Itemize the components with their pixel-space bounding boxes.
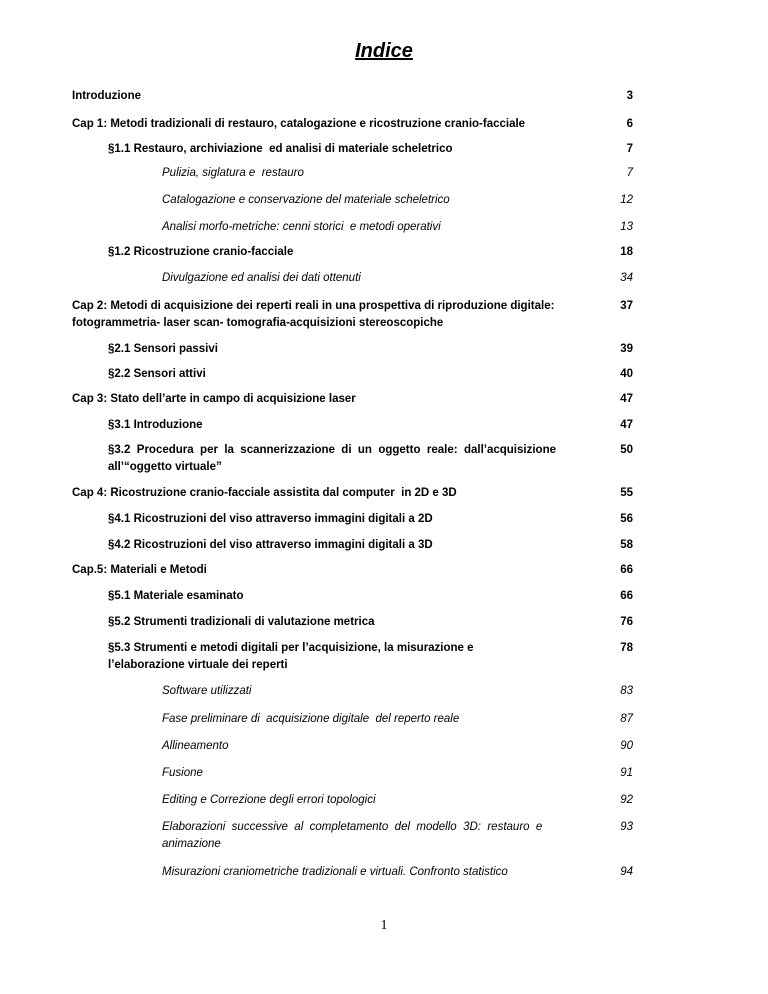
- toc-entry-page: 76: [620, 616, 633, 628]
- toc-entry-text: Pulizia, siglatura e restauro: [162, 167, 304, 179]
- toc-entry-text: §3.1 Introduzione: [108, 419, 203, 431]
- toc-entry-page: 66: [620, 590, 633, 602]
- toc-entry-page: 7: [626, 167, 633, 179]
- toc-entry-page: 39: [620, 343, 633, 355]
- page-number: 1: [380, 918, 388, 933]
- toc-entry-page: 55: [620, 487, 633, 499]
- toc-entry-page: 47: [620, 419, 633, 431]
- toc-entry-text: §4.2 Ricostruzioni del viso attraverso immagini digitali a 3D: [108, 539, 433, 551]
- toc-entry-text-continued: l’elaborazione virtuale dei reperti: [108, 659, 288, 671]
- toc-entry-text: Catalogazione e conservazione del materiale scheletrico: [162, 194, 450, 206]
- toc-entry-text: Fusione: [162, 767, 203, 779]
- toc-entry-page: 6: [626, 118, 633, 130]
- toc-entry-page: 92: [620, 794, 633, 806]
- toc-entry-page: 83: [620, 685, 633, 697]
- toc-entry-page: 12: [620, 194, 633, 206]
- toc-entry-text: Cap.5: Materiali e Metodi: [72, 564, 207, 576]
- toc-entry-page: 66: [620, 564, 633, 576]
- toc-entry-text: §2.2 Sensori attivi: [108, 368, 206, 380]
- toc-entry-page: 13: [620, 221, 633, 233]
- toc-entry-page: 93: [620, 821, 633, 833]
- toc-entry-page: 3: [626, 90, 633, 102]
- toc-entry-page: 40: [620, 368, 633, 380]
- toc-entry-page: 87: [620, 713, 633, 725]
- toc-entry-page: 90: [620, 740, 633, 752]
- toc-entry-text: Fase preliminare di acquisizione digitale del reperto reale: [162, 713, 460, 725]
- toc-entry-page: 37: [620, 300, 633, 312]
- toc-entry-text: Cap 1: Metodi tradizionali di restauro, catalogazione e ricostruzione cranio-facciale: [72, 118, 526, 130]
- toc-entry-page: 18: [620, 246, 633, 258]
- toc-entry-page: 7: [626, 143, 633, 155]
- toc-entry-page: 58: [620, 539, 633, 551]
- toc-entry-text: Cap 4: Ricostruzione cranio-facciale assistita dal computer in 2D e 3D: [72, 487, 457, 499]
- toc-entry-text: §1.1 Restauro, archiviazione ed analisi di materiale scheletrico: [108, 143, 453, 155]
- toc-entry-text: Divulgazione ed analisi dei dati ottenuti: [162, 272, 361, 284]
- toc-entry-page: 47: [620, 393, 633, 405]
- toc-entry-text-continued: animazione: [162, 838, 221, 850]
- toc-entry-text: §2.1 Sensori passivi: [108, 343, 218, 355]
- toc-entry-text: Analisi morfo-metriche: cenni storici e metodi operativi: [162, 221, 441, 233]
- toc-entry-page: 78: [620, 642, 633, 654]
- toc-entry-text: Software utilizzati: [162, 685, 252, 697]
- toc-entry-text: Introduzione: [72, 90, 141, 102]
- toc-entry-text: Misurazioni craniometriche tradizionali e virtuali. Confronto statistico: [162, 866, 508, 878]
- toc-entry-text: §5.2 Strumenti tradizionali di valutazione metrica: [108, 616, 375, 628]
- toc-entry-text: §4.1 Ricostruzioni del viso attraverso immagini digitali a 2D: [108, 513, 433, 525]
- toc-entry-page: 34: [620, 272, 633, 284]
- page-title: Indice: [355, 40, 413, 62]
- toc-entry-text: Elaborazioni successive al completamento del modello 3D: restauro e: [162, 821, 543, 833]
- toc-entry-text: §1.2 Ricostruzione cranio-facciale: [108, 246, 294, 258]
- toc-entry-page: 91: [620, 767, 633, 779]
- toc-entry-text: Editing e Correzione degli errori topologici: [162, 794, 376, 806]
- toc-entry-text: §3.2 Procedura per la scannerizzazione di un oggetto reale: dall’acquisizione: [108, 444, 556, 456]
- toc-entry-page: 50: [620, 444, 633, 456]
- toc-entry-text-continued: fotogrammetria- laser scan- tomografia-acquisizioni stereoscopiche: [72, 317, 444, 329]
- toc-entry-text: Cap 3: Stato dell’arte in campo di acquisizione laser: [72, 393, 356, 405]
- toc-entry-page: 94: [620, 866, 633, 878]
- toc-entry-text: Allineamento: [162, 740, 229, 752]
- toc-entry-page: 56: [620, 513, 633, 525]
- toc-entry-text: §5.3 Strumenti e metodi digitali per l’acquisizione, la misurazione e: [108, 642, 474, 654]
- toc-entry-text: Cap 2: Metodi di acquisizione dei reperti reali in una prospettiva di riproduzione digitale:: [72, 300, 555, 312]
- toc-entry-text-continued: all’“oggetto virtuale”: [108, 461, 222, 473]
- toc-entry-text: §5.1 Materiale esaminato: [108, 590, 244, 602]
